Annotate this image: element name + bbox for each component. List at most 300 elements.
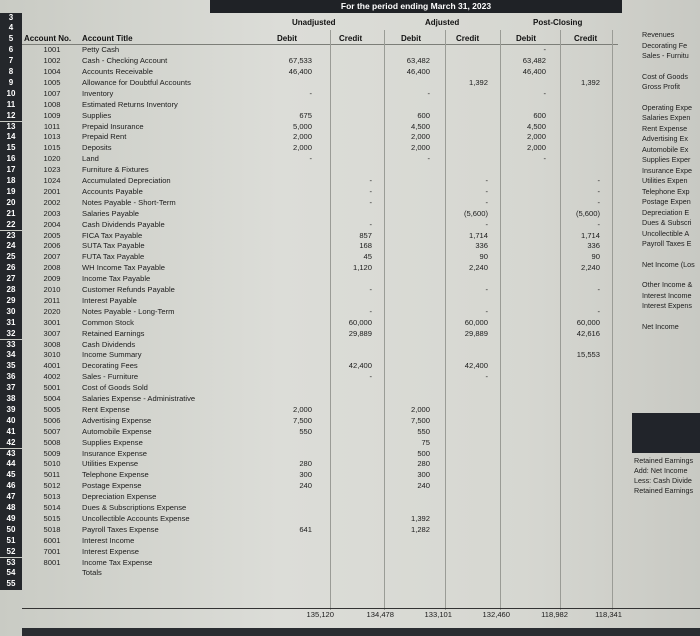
adj-debit-cell[interactable]: 63,482	[406, 56, 430, 66]
pc-debit-cell[interactable]	[506, 449, 546, 460]
pc-debit-cell[interactable]	[506, 547, 546, 558]
account-title[interactable]: FICA Tax Payable	[82, 230, 143, 240]
pc-credit-cell[interactable]	[560, 340, 600, 351]
unadj-credit-cell[interactable]: 60,000	[348, 317, 372, 327]
adj-debit-cell[interactable]	[390, 100, 430, 111]
unadj-credit-cell[interactable]	[332, 45, 372, 56]
adj-debit-cell[interactable]: 75	[421, 437, 430, 447]
pc-debit-cell[interactable]	[506, 558, 546, 569]
account-title[interactable]: Payroll Taxes Expense	[82, 524, 159, 534]
row-number[interactable]: 30	[0, 307, 22, 318]
unadj-credit-cell[interactable]: -	[369, 285, 372, 294]
unadj-debit-cell[interactable]: 7,500	[292, 415, 312, 425]
unadj-debit-cell[interactable]	[272, 350, 312, 361]
pc-debit-cell[interactable]	[506, 220, 546, 231]
row-number[interactable]: 10	[0, 89, 22, 100]
row-number[interactable]: 18	[0, 176, 22, 187]
unadj-debit-cell[interactable]	[272, 263, 312, 274]
account-number[interactable]: 1009	[43, 110, 61, 120]
adj-debit-cell[interactable]: 1,392	[410, 513, 430, 523]
adj-credit-cell[interactable]	[448, 100, 488, 111]
adj-debit-cell[interactable]: 600	[417, 110, 430, 120]
unadj-credit-cell[interactable]: 45	[363, 252, 372, 262]
pc-credit-cell[interactable]	[560, 165, 600, 176]
pc-credit-cell[interactable]: (5,600)	[575, 208, 600, 218]
pc-debit-cell[interactable]: -	[543, 45, 546, 55]
pc-debit-cell[interactable]	[506, 503, 546, 514]
pc-debit-cell[interactable]: -	[543, 154, 546, 164]
row-number[interactable]: 53	[0, 558, 22, 569]
unadj-credit-cell[interactable]	[332, 558, 372, 569]
pc-credit-cell[interactable]	[560, 372, 600, 383]
unadj-debit-cell[interactable]	[272, 165, 312, 176]
adj-credit-cell[interactable]	[448, 274, 488, 285]
unadj-credit-cell[interactable]	[332, 449, 372, 460]
unadj-debit-cell[interactable]: 675	[299, 110, 312, 120]
pc-credit-cell[interactable]	[560, 67, 600, 78]
account-title[interactable]: Accounts Receivable	[82, 67, 153, 76]
unadj-debit-cell[interactable]	[272, 78, 312, 89]
adj-credit-cell[interactable]	[448, 536, 488, 547]
unadj-credit-cell[interactable]	[332, 547, 372, 558]
adj-credit-cell[interactable]: 1,392	[468, 77, 488, 87]
account-title[interactable]: Notes Payable - Short-Term	[82, 197, 176, 207]
unadj-credit-cell[interactable]	[332, 405, 372, 416]
pc-credit-cell[interactable]	[560, 111, 600, 122]
unadj-debit-cell[interactable]	[272, 558, 312, 569]
account-number[interactable]: 4001	[43, 361, 61, 371]
pc-debit-cell[interactable]	[506, 285, 546, 296]
row-number[interactable]: 36	[0, 372, 22, 383]
pc-debit-cell[interactable]	[506, 361, 546, 372]
unadj-debit-cell[interactable]: 46,400	[288, 67, 312, 76]
adj-credit-cell[interactable]	[448, 558, 488, 569]
pc-debit-cell[interactable]	[506, 481, 546, 492]
account-number[interactable]: 5010	[43, 459, 61, 469]
adj-debit-cell[interactable]	[390, 231, 430, 242]
unadj-debit-cell[interactable]	[272, 285, 312, 296]
adj-debit-cell[interactable]	[390, 274, 430, 285]
pc-debit-cell[interactable]	[506, 78, 546, 89]
unadj-debit-cell[interactable]	[272, 394, 312, 405]
row-number[interactable]: 12	[0, 111, 22, 122]
adj-debit-cell[interactable]: 2,000	[410, 143, 430, 153]
unadj-debit-cell[interactable]: 5,000	[292, 121, 312, 131]
unadj-credit-cell[interactable]	[332, 492, 372, 503]
pc-credit-cell[interactable]	[560, 481, 600, 492]
adj-debit-cell[interactable]: 300	[417, 470, 430, 480]
unadj-debit-cell[interactable]	[272, 198, 312, 209]
unadj-credit-cell[interactable]	[332, 296, 372, 307]
account-title[interactable]: Telephone Expense	[82, 470, 149, 480]
unadj-debit-cell[interactable]	[272, 100, 312, 111]
pc-debit-cell[interactable]	[506, 536, 546, 547]
unadj-debit-cell[interactable]	[272, 329, 312, 340]
pc-credit-cell[interactable]	[560, 89, 600, 100]
pc-credit-cell[interactable]	[560, 296, 600, 307]
account-number[interactable]: 2001	[43, 186, 61, 196]
pc-credit-cell[interactable]	[560, 154, 600, 165]
unadj-credit-cell[interactable]: 857	[359, 230, 372, 240]
unadj-credit-cell[interactable]	[332, 427, 372, 438]
unadj-credit-cell[interactable]	[332, 438, 372, 449]
pc-credit-cell[interactable]	[560, 383, 600, 394]
account-title[interactable]: Supplies	[82, 110, 112, 120]
row-number[interactable]: 50	[0, 525, 22, 536]
row-number[interactable]: 49	[0, 514, 22, 525]
adj-credit-cell[interactable]	[448, 568, 488, 579]
adj-credit-cell[interactable]	[448, 503, 488, 514]
unadj-credit-cell[interactable]: -	[369, 219, 372, 229]
adj-credit-cell[interactable]: 90	[479, 252, 488, 262]
row-number[interactable]: 21	[0, 209, 22, 220]
pc-debit-cell[interactable]: 46,400	[522, 67, 546, 76]
pc-debit-cell[interactable]	[506, 296, 546, 307]
adj-debit-cell[interactable]: 46,400	[406, 67, 430, 76]
adj-credit-cell[interactable]: -	[485, 186, 488, 196]
row-number[interactable]: 3	[0, 13, 22, 24]
unadj-credit-cell[interactable]	[332, 154, 372, 165]
row-number[interactable]: 40	[0, 416, 22, 427]
pc-debit-cell[interactable]	[506, 241, 546, 252]
adj-debit-cell[interactable]	[390, 307, 430, 318]
account-title[interactable]: Notes Payable - Long-Term	[82, 306, 175, 316]
pc-debit-cell[interactable]: 600	[533, 110, 546, 120]
pc-debit-cell[interactable]	[506, 350, 546, 361]
account-title[interactable]: Deposits	[82, 143, 112, 153]
account-title[interactable]: Cash Dividends	[82, 339, 136, 349]
account-title[interactable]: Income Summary	[82, 350, 142, 360]
adj-debit-cell[interactable]	[390, 285, 430, 296]
account-number[interactable]: 1004	[43, 67, 61, 76]
account-number[interactable]: 2010	[43, 285, 61, 294]
pc-credit-cell[interactable]: -	[597, 306, 600, 316]
unadj-debit-cell[interactable]: 67,533	[288, 56, 312, 66]
account-title[interactable]: Insurance Expense	[82, 448, 148, 458]
unadj-debit-cell[interactable]	[272, 274, 312, 285]
pc-credit-cell[interactable]	[560, 536, 600, 547]
pc-debit-cell[interactable]	[506, 568, 546, 579]
pc-debit-cell[interactable]	[506, 274, 546, 285]
adj-credit-cell[interactable]	[448, 449, 488, 460]
account-number[interactable]: 5009	[43, 448, 61, 458]
adj-credit-cell[interactable]: -	[485, 285, 488, 294]
adj-credit-cell[interactable]	[448, 350, 488, 361]
account-title[interactable]: Land	[82, 154, 99, 164]
row-number[interactable]: 22	[0, 220, 22, 231]
pc-credit-cell[interactable]: 90	[591, 252, 600, 262]
adj-debit-cell[interactable]	[390, 329, 430, 340]
adj-debit-cell[interactable]	[390, 536, 430, 547]
unadj-credit-cell[interactable]	[332, 89, 372, 100]
unadj-credit-cell[interactable]	[332, 383, 372, 394]
row-number[interactable]: 29	[0, 296, 22, 307]
pc-credit-cell[interactable]	[560, 525, 600, 536]
pc-credit-cell[interactable]: 60,000	[576, 317, 600, 327]
unadj-debit-cell[interactable]	[272, 438, 312, 449]
unadj-credit-cell[interactable]	[332, 100, 372, 111]
unadj-debit-cell[interactable]	[272, 514, 312, 525]
account-number[interactable]: 5015	[43, 513, 61, 523]
pc-debit-cell[interactable]	[506, 263, 546, 274]
account-title[interactable]: Customer Refunds Payable	[82, 285, 175, 294]
pc-debit-cell[interactable]	[506, 492, 546, 503]
adj-debit-cell[interactable]	[390, 383, 430, 394]
adj-debit-cell[interactable]	[390, 176, 430, 187]
unadj-debit-cell[interactable]	[272, 492, 312, 503]
adj-credit-cell[interactable]	[448, 481, 488, 492]
account-number[interactable]: 2006	[43, 241, 61, 251]
account-number[interactable]: 2007	[43, 252, 61, 262]
pc-credit-cell[interactable]	[560, 568, 600, 579]
pc-debit-cell[interactable]	[506, 307, 546, 318]
unadj-credit-cell[interactable]	[332, 568, 372, 579]
account-number[interactable]: 2009	[43, 274, 61, 284]
adj-debit-cell[interactable]	[390, 78, 430, 89]
adj-credit-cell[interactable]	[448, 525, 488, 536]
unadj-credit-cell[interactable]	[332, 132, 372, 143]
account-number[interactable]: 1008	[43, 99, 61, 109]
unadj-credit-cell[interactable]	[332, 340, 372, 351]
adj-debit-cell[interactable]: 1,282	[410, 524, 430, 534]
adj-debit-cell[interactable]: 2,000	[410, 132, 430, 142]
pc-credit-cell[interactable]	[560, 492, 600, 503]
account-number[interactable]: 2011	[43, 295, 61, 305]
pc-debit-cell[interactable]: 63,482	[522, 56, 546, 66]
unadj-credit-cell[interactable]	[332, 394, 372, 405]
account-title[interactable]: Advertising Expense	[82, 415, 152, 425]
pc-credit-cell[interactable]	[560, 449, 600, 460]
unadj-debit-cell[interactable]	[272, 372, 312, 383]
pc-credit-cell[interactable]	[560, 100, 600, 111]
unadj-debit-cell[interactable]	[272, 209, 312, 220]
adj-credit-cell[interactable]	[448, 383, 488, 394]
pc-credit-cell[interactable]	[560, 132, 600, 143]
pc-credit-cell[interactable]	[560, 122, 600, 133]
account-number[interactable]: 5001	[43, 383, 61, 393]
row-number[interactable]: 25	[0, 252, 22, 263]
adj-credit-cell[interactable]	[448, 122, 488, 133]
pc-credit-cell[interactable]: 1,392	[580, 77, 600, 87]
adj-credit-cell[interactable]	[448, 492, 488, 503]
account-number[interactable]: 7001	[43, 546, 61, 556]
adj-credit-cell[interactable]: -	[485, 372, 488, 382]
pc-debit-cell[interactable]	[506, 405, 546, 416]
unadj-credit-cell[interactable]: 29,889	[348, 328, 372, 338]
unadj-debit-cell[interactable]: 550	[299, 426, 312, 436]
account-title[interactable]: Prepaid Rent	[82, 132, 127, 142]
account-title[interactable]: Postage Expense	[82, 481, 142, 491]
adj-debit-cell[interactable]	[390, 165, 430, 176]
account-number[interactable]: 8001	[43, 557, 61, 567]
account-number[interactable]: 5012	[43, 481, 61, 491]
unadj-debit-cell[interactable]: 2,000	[292, 132, 312, 142]
account-title[interactable]: Income Tax Payable	[82, 274, 151, 284]
account-number[interactable]: 1007	[43, 88, 61, 98]
unadj-credit-cell[interactable]	[332, 481, 372, 492]
adj-credit-cell[interactable]	[448, 514, 488, 525]
pc-debit-cell[interactable]	[506, 372, 546, 383]
row-number[interactable]: 23	[0, 231, 22, 242]
adj-credit-cell[interactable]	[448, 547, 488, 558]
adj-debit-cell[interactable]	[390, 372, 430, 383]
unadj-debit-cell[interactable]: 641	[299, 524, 312, 534]
pc-debit-cell[interactable]	[506, 416, 546, 427]
unadj-debit-cell[interactable]	[272, 361, 312, 372]
adj-debit-cell[interactable]	[390, 503, 430, 514]
unadj-credit-cell[interactable]	[332, 525, 372, 536]
account-title[interactable]: Cost of Goods Sold	[82, 383, 148, 393]
adj-credit-cell[interactable]	[448, 459, 488, 470]
adj-debit-cell[interactable]	[390, 361, 430, 372]
unadj-debit-cell[interactable]	[272, 503, 312, 514]
account-title[interactable]: Automobile Expense	[82, 426, 152, 436]
adj-debit-cell[interactable]: 240	[417, 481, 430, 491]
adj-debit-cell[interactable]	[390, 198, 430, 209]
account-number[interactable]: 1002	[43, 56, 61, 66]
adj-debit-cell[interactable]: 500	[417, 448, 430, 458]
pc-credit-cell[interactable]: -	[597, 285, 600, 294]
unadj-credit-cell[interactable]	[332, 143, 372, 154]
pc-debit-cell[interactable]: -	[543, 88, 546, 98]
unadj-debit-cell[interactable]	[272, 318, 312, 329]
unadj-credit-cell[interactable]: 42,400	[348, 361, 372, 371]
pc-credit-cell[interactable]	[560, 416, 600, 427]
adj-credit-cell[interactable]	[448, 405, 488, 416]
account-number[interactable]: 5004	[43, 394, 61, 403]
pc-credit-cell[interactable]	[560, 438, 600, 449]
account-number[interactable]: 1001	[43, 45, 61, 55]
unadj-credit-cell[interactable]	[332, 67, 372, 78]
adj-debit-cell[interactable]	[390, 492, 430, 503]
account-title[interactable]: Accumulated Depreciation	[82, 176, 171, 185]
unadj-credit-cell[interactable]	[332, 165, 372, 176]
row-number[interactable]: 24	[0, 241, 22, 252]
pc-credit-cell[interactable]: 15,553	[576, 350, 600, 360]
adj-credit-cell[interactable]	[448, 67, 488, 78]
account-title[interactable]: Inventory	[82, 88, 114, 98]
unadj-debit-cell[interactable]: 2,000	[292, 143, 312, 153]
unadj-debit-cell[interactable]: -	[309, 88, 312, 98]
account-number[interactable]: 2020	[43, 306, 61, 316]
pc-credit-cell[interactable]	[560, 459, 600, 470]
pc-credit-cell[interactable]: 1,714	[580, 230, 600, 240]
unadj-debit-cell[interactable]	[272, 307, 312, 318]
row-number[interactable]: 44	[0, 459, 22, 470]
account-number[interactable]: 2005	[43, 230, 61, 240]
pc-credit-cell[interactable]: -	[597, 186, 600, 196]
adj-debit-cell[interactable]	[390, 318, 430, 329]
unadj-debit-cell[interactable]: 280	[299, 459, 312, 469]
unadj-credit-cell[interactable]: -	[369, 306, 372, 316]
adj-credit-cell[interactable]: 1,714	[468, 230, 488, 240]
unadj-credit-cell[interactable]	[332, 470, 372, 481]
pc-debit-cell[interactable]	[506, 329, 546, 340]
pc-debit-cell[interactable]	[506, 318, 546, 329]
row-number[interactable]: 41	[0, 427, 22, 438]
row-number[interactable]: 55	[0, 579, 22, 590]
row-number[interactable]: 42	[0, 438, 22, 449]
row-number[interactable]: 47	[0, 492, 22, 503]
unadj-credit-cell[interactable]	[332, 274, 372, 285]
adj-credit-cell[interactable]: 2,240	[468, 263, 488, 273]
adj-credit-cell[interactable]	[448, 470, 488, 481]
row-number[interactable]: 20	[0, 198, 22, 209]
row-number[interactable]: 35	[0, 361, 22, 372]
pc-credit-cell[interactable]	[560, 470, 600, 481]
account-title[interactable]: Salaries Payable	[82, 208, 139, 218]
pc-debit-cell[interactable]	[506, 165, 546, 176]
account-title[interactable]: SUTA Tax Payable	[82, 241, 145, 251]
account-title[interactable]: FUTA Tax Payable	[82, 252, 145, 262]
adj-credit-cell[interactable]	[448, 56, 488, 67]
account-title[interactable]: Retained Earnings	[82, 328, 145, 338]
adj-credit-cell[interactable]: -	[485, 176, 488, 185]
account-number[interactable]: 3010	[43, 350, 61, 360]
unadj-debit-cell[interactable]	[272, 176, 312, 187]
unadj-debit-cell[interactable]	[272, 241, 312, 252]
unadj-debit-cell[interactable]	[272, 568, 312, 579]
account-number[interactable]: 5013	[43, 492, 61, 502]
account-number[interactable]: 5018	[43, 524, 61, 534]
account-number[interactable]: 1023	[43, 165, 61, 175]
row-number[interactable]: 51	[0, 536, 22, 547]
account-number[interactable]: 2002	[43, 197, 61, 207]
adj-credit-cell[interactable]: 336	[475, 241, 488, 251]
row-number[interactable]: 38	[0, 394, 22, 405]
pc-credit-cell[interactable]: -	[597, 197, 600, 207]
pc-credit-cell[interactable]	[560, 45, 600, 56]
pc-debit-cell[interactable]: 4,500	[526, 121, 546, 131]
unadj-debit-cell[interactable]	[272, 252, 312, 263]
account-title[interactable]: Allowance for Doubtful Accounts	[82, 77, 191, 87]
pc-debit-cell[interactable]	[506, 100, 546, 111]
row-number[interactable]: 16	[0, 154, 22, 165]
account-number[interactable]: 2003	[43, 208, 61, 218]
account-number[interactable]: 5007	[43, 426, 61, 436]
account-number[interactable]: 1024	[43, 176, 61, 185]
adj-credit-cell[interactable]	[448, 165, 488, 176]
adj-credit-cell[interactable]: 29,889	[464, 328, 488, 338]
unadj-credit-cell[interactable]: -	[369, 197, 372, 207]
row-number[interactable]: 19	[0, 187, 22, 198]
row-number[interactable]: 33	[0, 340, 22, 351]
adj-credit-cell[interactable]	[448, 340, 488, 351]
row-number[interactable]: 46	[0, 481, 22, 492]
account-number[interactable]	[36, 568, 68, 579]
unadj-credit-cell[interactable]: 1,120	[352, 263, 372, 273]
adj-credit-cell[interactable]	[448, 296, 488, 307]
account-number[interactable]: 1011	[43, 121, 61, 131]
pc-debit-cell[interactable]	[506, 340, 546, 351]
row-number[interactable]: 34	[0, 350, 22, 361]
adj-debit-cell[interactable]	[390, 209, 430, 220]
adj-credit-cell[interactable]: 42,400	[464, 361, 488, 371]
unadj-credit-cell[interactable]	[332, 56, 372, 67]
row-number[interactable]: 28	[0, 285, 22, 296]
account-title[interactable]: Interest Expense	[82, 546, 139, 556]
account-number[interactable]: 1020	[43, 154, 61, 164]
adj-credit-cell[interactable]	[448, 89, 488, 100]
pc-debit-cell[interactable]	[506, 231, 546, 242]
row-number[interactable]: 39	[0, 405, 22, 416]
account-number[interactable]: 2004	[43, 219, 61, 229]
account-title[interactable]: Totals	[82, 568, 102, 578]
unadj-debit-cell[interactable]: -	[309, 154, 312, 164]
unadj-debit-cell[interactable]: 240	[299, 481, 312, 491]
adj-credit-cell[interactable]: 60,000	[464, 317, 488, 327]
row-number[interactable]: 4	[0, 23, 22, 34]
